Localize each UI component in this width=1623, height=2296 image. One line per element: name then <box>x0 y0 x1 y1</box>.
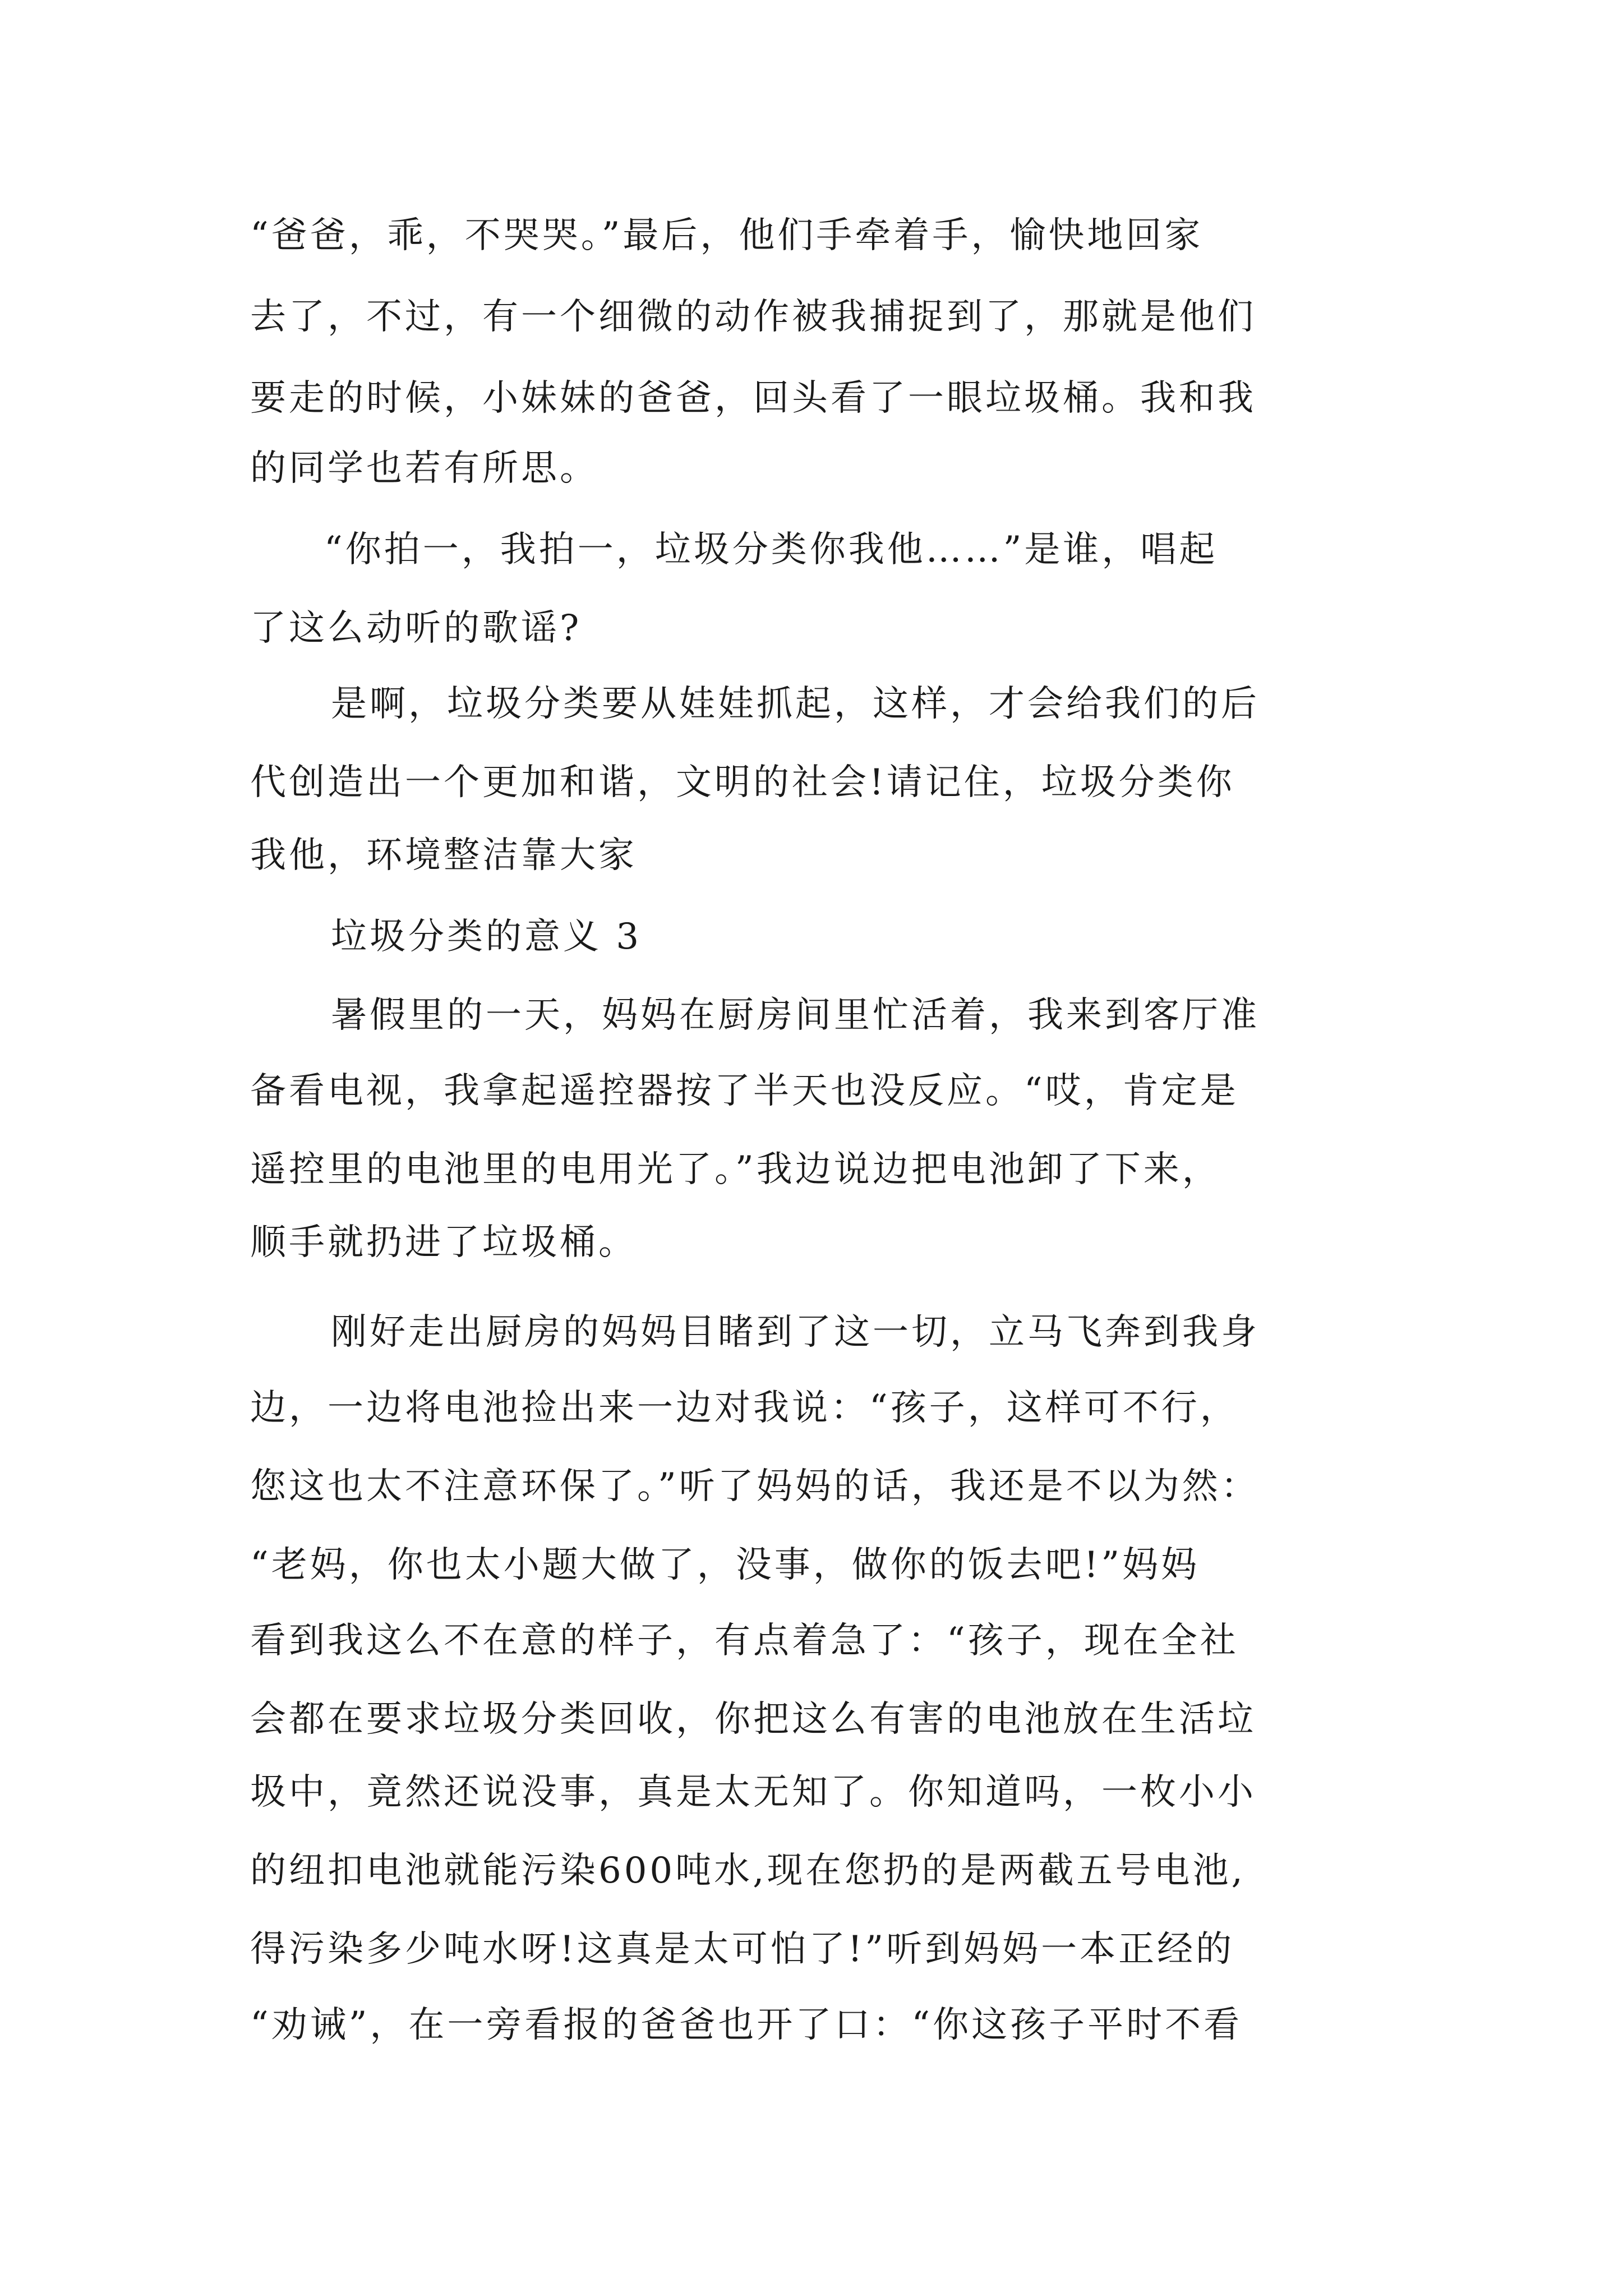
text-line: 了这么动听的歌谣? <box>250 608 582 649</box>
text-line: 我他，环境整洁靠大家 <box>250 835 637 876</box>
text-line: 得污染多少吨水呀!这真是太可怕了!”听到妈妈一本正经的 <box>250 1929 1235 1970</box>
text-line: 的纽扣电池就能污染600吨水,现在您扔的是两截五号电池, <box>250 1850 1246 1892</box>
text-line: 是啊，垃圾分类要从娃娃抓起，这样，才会给我们的后 <box>331 683 1260 725</box>
text-line: “劝诫”，在一旁看报的爸爸也开了口：“你这孩子平时不看 <box>250 2004 1243 2046</box>
section-heading: 垃圾分类的意义 3 <box>331 916 642 958</box>
text-line: 会都在要求垃圾分类回收，你把这么有害的电池放在生活垃 <box>250 1699 1256 1740</box>
text-line: 顺手就扔进了垃圾桶。 <box>250 1222 637 1263</box>
text-line: 备看电视，我拿起遥控器按了半天也没反应。“哎，肯定是 <box>250 1070 1239 1112</box>
text-line: 遥控里的电池里的电用光了。”我边说边把电池卸了下来， <box>250 1149 1221 1190</box>
text-line: 看到我这么不在意的样子，有点着急了：“孩子，现在全社 <box>250 1620 1239 1662</box>
text-line: 代创造出一个更加和谐，文明的社会!请记住，垃圾分类你 <box>250 762 1235 803</box>
text-line: 的同学也若有所思。 <box>250 448 598 489</box>
text-line: 边，一边将电池捡出来一边对我说：“孩子，这样可不行， <box>250 1387 1239 1429</box>
text-line: “你拍一，我拍一，垃圾分类你我他……”是谁，唱起 <box>324 529 1218 570</box>
text-line: “爸爸，乖，不哭哭。”最后，他们手牵着手，愉快地回家 <box>250 215 1204 256</box>
text-line: “老妈，你也太小题大做了，没事，做你的饭去吧!”妈妈 <box>250 1544 1200 1586</box>
text-line: 暑假里的一天，妈妈在厨房间里忙活着，我来到客厅准 <box>331 995 1260 1036</box>
text-line: 刚好走出厨房的妈妈目睹到了这一切，立马飞奔到我身 <box>331 1312 1260 1353</box>
text-line: 要走的时候，小妹妹的爸爸，回头看了一眼垃圾桶。我和我 <box>250 378 1256 419</box>
text-line: 您这也太不注意环保了。”听了妈妈的话，我还是不以为然： <box>250 1466 1260 1507</box>
text-line: 圾中，竟然还说没事，真是太无知了。你知道吗，一枚小小 <box>250 1772 1256 1813</box>
text-line: 去了，不过，有一个细微的动作被我捕捉到了，那就是他们 <box>250 296 1256 338</box>
